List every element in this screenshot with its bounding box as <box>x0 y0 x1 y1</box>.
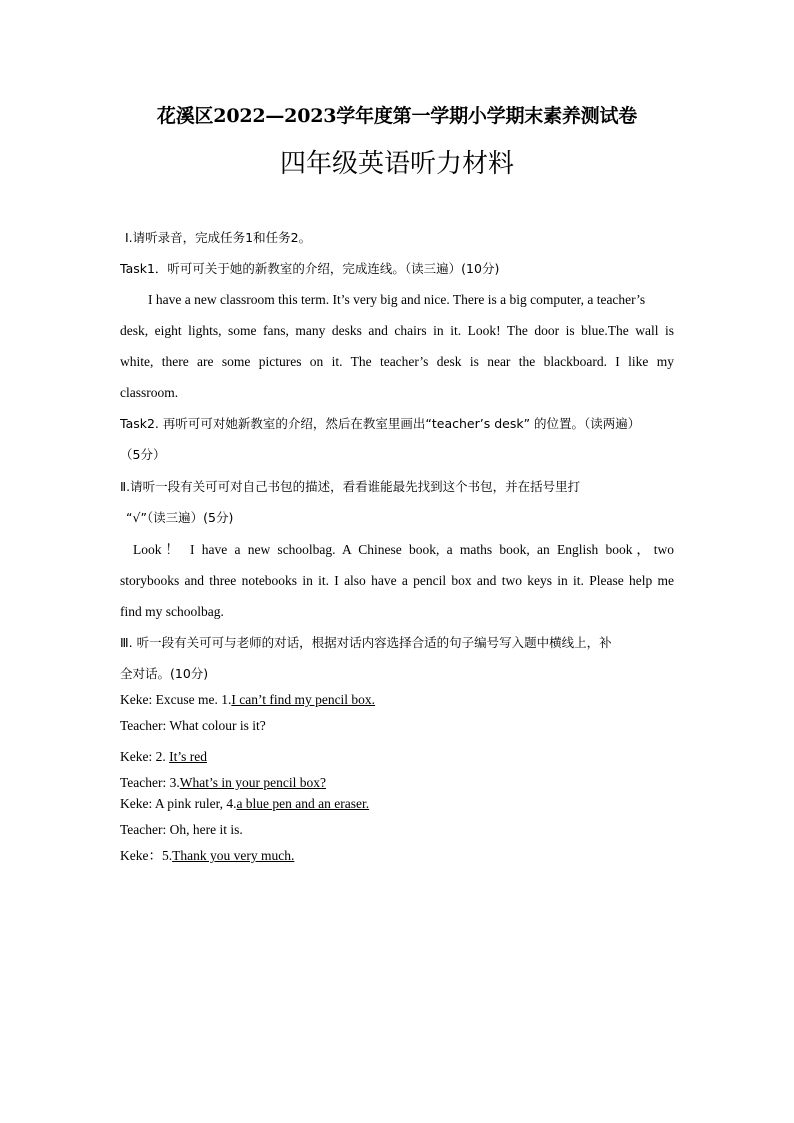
dialogue-prompt: Teacher: 3. <box>120 775 180 790</box>
section2-heading: Ⅱ.请听一段有关可可对自己书包的描述，看看谁能最先找到这个书包，并在括号里打 <box>120 479 581 494</box>
dialogue-line <box>120 821 243 839</box>
section1-heading: Ⅰ.请听录音，完成任务1和任务2。 <box>125 230 312 245</box>
dialogue-line <box>120 774 326 792</box>
dialogue-prompt: Teacher: Oh, here it is. <box>120 822 243 837</box>
task1-heading: Task1．听可可关于她的新教室的介绍，完成连线。（读三遍）(10分) <box>120 261 500 276</box>
passage1-line: classroom. <box>120 385 179 400</box>
task2-score: （5分） <box>120 447 166 462</box>
dialogue-line <box>120 691 375 709</box>
passage1-line: I have a new classroom this term. It’s very big and nice. There is a big computer, a teacher’s <box>148 292 646 307</box>
task2-heading: Task2. 再听可可对她新教室的介绍，然后在教室里画出“teacher’s desk” 的位置。（读两遍） <box>120 416 641 431</box>
passage1-line: white, there are some pictures on it. The teacher’s desk is near the blackboard. I like my <box>120 354 674 369</box>
passage1-line: desk, eight lights, some fans, many desks and chairs in it. Look! The door is blue.The wall is <box>120 323 674 338</box>
passage2-line: find my schoolbag. <box>120 604 224 619</box>
dialogue-prompt: Teacher: What colour is it? <box>120 718 266 733</box>
dialogue-answer: It’s red <box>169 749 207 764</box>
dialogue-prompt: Keke: Excuse me. 1. <box>120 692 232 707</box>
passage2-line: Look！ I have a new schoolbag. A Chinese book, a maths book, an English book，two <box>133 542 674 557</box>
dialogue-line <box>120 748 207 766</box>
exam-subtitle: 四年级英语听力材料 <box>279 149 514 179</box>
dialogue-line <box>120 795 369 813</box>
section2-heading-cont: “√”（读三遍）(5分) <box>126 510 234 525</box>
dialogue-prompt: Keke: 2. <box>120 749 170 764</box>
dialogue-answer: What’s in your pencil box? <box>179 775 326 790</box>
exam-title: 花溪区2022—2023学年度第一学期小学期末素养测试卷 <box>156 105 638 127</box>
section3-heading: Ⅲ. 听一段有关可可与老师的对话，根据对话内容选择合适的句子编号写入题中横线上，补 <box>120 635 612 650</box>
passage2-line: storybooks and three notebooks in it. I also have a pencil box and two keys in it. Please help me <box>120 573 674 588</box>
section3-heading-cont: 全对话。(10分) <box>120 666 209 681</box>
dialogue-answer: Thank you very much. <box>172 848 295 863</box>
dialogue-answer: a blue pen and an eraser. <box>236 796 370 811</box>
dialogue-prompt: Keke: A pink ruler, 4. <box>120 796 237 811</box>
dialogue-line <box>120 717 266 735</box>
dialogue-answer: I can’t find my pencil box. <box>231 692 376 707</box>
dialogue-line <box>120 847 294 865</box>
dialogue-prompt: Keke：5. <box>120 848 173 863</box>
